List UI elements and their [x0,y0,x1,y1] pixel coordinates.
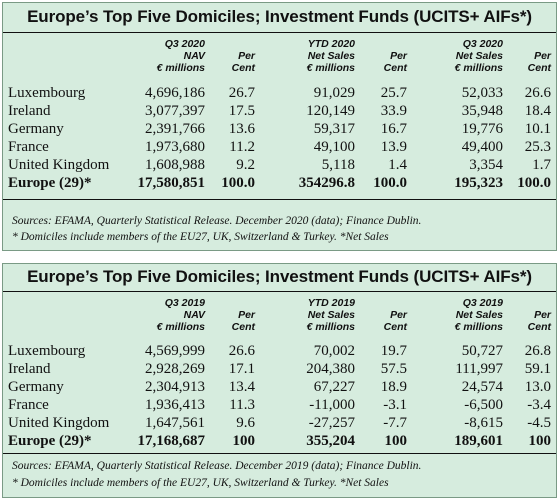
quarter-sales-cell: 49,400 [461,139,503,155]
nav-cell: 1,936,413 [145,397,205,413]
footnote: * Domiciles include members of the EU27, UK, Switzerland & Turkey. *Net Sales [12,231,389,243]
domicile-cell: Germany [8,121,64,137]
table-row [3,156,556,174]
header-line: Q3 2020 [462,38,503,50]
header-line: Q3 2019 [462,297,503,309]
nav-cell: 4,569,999 [145,343,205,359]
source-note: Sources: EFAMA, Quarterly Statistical Release. December 2020 (data); Finance Dublin. [12,215,422,227]
ytd-percent-cell: 57.5 [380,361,407,377]
quarter-sales-cell: 3,354 [469,157,503,173]
nav-percent-cell: 26.6 [228,343,255,359]
header-line: Net Sales [307,50,355,62]
quarter-sales-cell: 52,033 [461,85,503,101]
header-line: NAV [183,309,205,321]
ytd-percent-cell: -3.1 [383,397,407,413]
nav-percent-cell: 11.3 [229,397,255,413]
header-line: Cent [527,321,551,333]
ytd-percent-cell: 33.9 [380,103,407,119]
table-divider [3,199,556,200]
header-quarter-net-sales [409,297,503,333]
domicile-cell: Luxembourg [8,85,86,101]
ytd-percent-cell: 18.9 [380,379,407,395]
footnote: * Domiciles include members of the EU27, UK, Switzerland & Turkey. *Net Sales [12,477,389,489]
quarter-percent-cell: 13.0 [524,379,551,395]
ytd-percent-cell: 25.7 [380,85,407,101]
quarter-percent-cell: 26.6 [524,85,551,101]
quarter-percent-cell: 10.1 [524,121,551,137]
ytd-sales-cell: 120,149 [306,103,355,119]
quarter-sales-cell: 19,776 [461,121,503,137]
ytd-sales-cell: 49,100 [313,139,355,155]
table-row [3,342,556,360]
header-quarter-net-sales [409,38,503,74]
nav-percent-cell: 100.0 [221,175,255,191]
quarter-percent-cell: 26.8 [524,343,551,359]
nav-percent-cell: 9.6 [236,415,255,431]
source-note: Sources: EFAMA, Quarterly Statistical Release. December 2019 (data); Finance Dublin. [12,460,422,472]
panel-title: Europe’s Top Five Domiciles; Investment Funds (UCITS+ AIFs*) [27,7,532,26]
quarter-percent-cell: -3.4 [527,397,551,413]
header-per-cent-quarter [507,309,551,333]
header-per-cent-nav [209,309,255,333]
nav-cell: 3,077,397 [145,103,205,119]
quarter-percent-cell: 1.7 [532,157,551,173]
header-line: Cent [527,62,551,74]
header-line: Cent [231,321,255,333]
nav-percent-cell: 13.6 [228,121,255,137]
nav-cell: 2,304,913 [145,379,205,395]
ytd-sales-cell: -11,000 [309,397,355,413]
ytd-percent-cell: 13.9 [380,139,407,155]
table-row [3,414,556,432]
header-per-cent-quarter [507,50,551,74]
header-line: Q3 2020 [164,38,205,50]
ytd-sales-cell: 5,118 [321,157,355,173]
fund-table-panel-2020 [2,2,557,251]
nav-cell: 2,391,766 [145,121,205,137]
quarter-percent-cell: 18.4 [524,103,551,119]
header-per-cent-nav [209,50,255,74]
header-line: Net Sales [455,309,503,321]
quarter-percent-cell: 100.0 [517,175,551,191]
header-line: € millions [306,62,355,74]
title-divider [3,291,556,292]
ytd-percent-cell: 19.7 [380,343,407,359]
ytd-percent-cell: 100 [384,433,407,449]
header-line: Per [238,50,255,62]
header-per-cent-ytd [359,50,407,74]
header-ytd-net-sales [265,297,355,333]
table-row [3,102,556,120]
total-label: Europe (29)* [8,175,92,191]
nav-percent-cell: 26.7 [228,85,255,101]
header-line: Per [390,309,407,321]
quarter-sales-cell: 24,574 [461,379,503,395]
quarter-sales-cell: 35,948 [461,103,503,119]
table-row [3,138,556,156]
nav-cell: 17,580,851 [137,175,205,191]
nav-cell: 17,168,687 [137,433,205,449]
ytd-percent-cell: -7.7 [383,415,407,431]
ytd-sales-cell: 354296.8 [298,175,355,191]
domicile-cell: United Kingdom [8,415,110,431]
header-line: Per [534,309,551,321]
header-line: € millions [454,321,503,333]
nav-cell: 2,928,269 [145,361,205,377]
ytd-sales-cell: 91,029 [313,85,355,101]
ytd-sales-cell: 59,317 [313,121,355,137]
domicile-cell: Ireland [8,361,51,377]
domicile-cell: Ireland [8,103,51,119]
domicile-cell: Luxembourg [8,343,86,359]
title-divider [3,32,556,33]
total-row [3,174,556,192]
quarter-sales-cell: 50,727 [461,343,503,359]
header-line: Net Sales [307,309,355,321]
header-line: € millions [156,62,205,74]
header-line: Per [534,50,551,62]
total-row [3,432,556,450]
nav-cell: 1,608,988 [145,157,205,173]
header-line: Cent [231,62,255,74]
total-label: Europe (29)* [8,433,92,449]
table-row [3,360,556,378]
header-nav [115,38,205,74]
quarter-percent-cell: -4.5 [527,415,551,431]
header-line: Net Sales [455,50,503,62]
nav-cell: 1,973,680 [145,139,205,155]
ytd-percent-cell: 100.0 [373,175,407,191]
ytd-sales-cell: 204,380 [306,361,355,377]
nav-cell: 1,647,561 [145,415,205,431]
panel-title: Europe’s Top Five Domiciles; Investment Funds (UCITS+ AIFs*) [27,267,532,286]
table-row [3,378,556,396]
header-line: € millions [156,321,205,333]
nav-percent-cell: 17.5 [228,103,255,119]
table-row [3,396,556,414]
header-line: YTD 2019 [307,297,355,309]
nav-percent-cell: 17.1 [228,361,255,377]
fund-table-panel-2019 [2,263,557,498]
quarter-percent-cell: 25.3 [524,139,551,155]
header-line: Cent [383,321,407,333]
header-per-cent-ytd [359,309,407,333]
table-divider [3,453,556,454]
ytd-sales-cell: 70,002 [313,343,355,359]
header-line: € millions [454,62,503,74]
ytd-sales-cell: 355,204 [306,433,355,449]
domicile-cell: France [8,139,49,155]
quarter-sales-cell: 111,997 [455,361,503,377]
quarter-percent-cell: 59.1 [524,361,551,377]
nav-percent-cell: 100 [232,433,255,449]
header-line: Per [390,50,407,62]
quarter-sales-cell: -6,500 [464,397,503,413]
nav-cell: 4,696,186 [145,85,205,101]
quarter-sales-cell: 189,601 [454,433,503,449]
domicile-cell: United Kingdom [8,157,110,173]
header-line: YTD 2020 [307,38,355,50]
nav-percent-cell: 11.2 [229,139,255,155]
table-row [3,84,556,102]
header-line: Per [238,309,255,321]
table-row [3,120,556,138]
header-ytd-net-sales [265,38,355,74]
ytd-percent-cell: 1.4 [388,157,407,173]
domicile-cell: Germany [8,379,64,395]
ytd-sales-cell: -27,257 [308,415,355,431]
header-line: € millions [306,321,355,333]
nav-percent-cell: 9.2 [236,157,255,173]
ytd-percent-cell: 16.7 [380,121,407,137]
header-line: NAV [183,50,205,62]
quarter-sales-cell: 195,323 [454,175,503,191]
header-nav [115,297,205,333]
quarter-percent-cell: 100 [528,433,551,449]
domicile-cell: France [8,397,49,413]
quarter-sales-cell: -8,615 [464,415,503,431]
header-line: Q3 2019 [164,297,205,309]
ytd-sales-cell: 67,227 [313,379,355,395]
header-line: Cent [383,62,407,74]
nav-percent-cell: 13.4 [228,379,255,395]
